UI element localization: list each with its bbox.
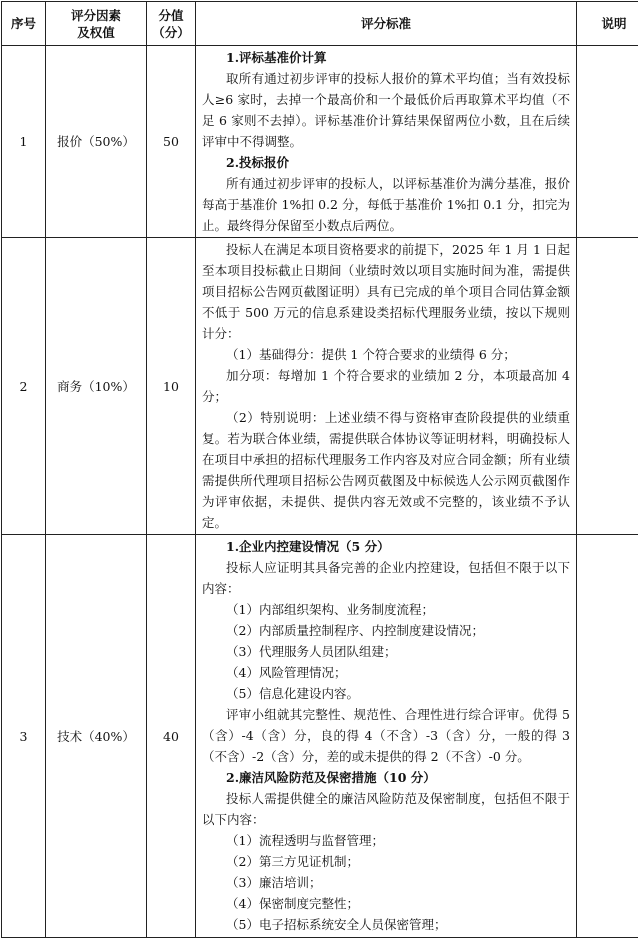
standard-paragraph: （4）保密制度完整性； (202, 893, 570, 914)
row-factor: 技术（40%） (46, 535, 147, 938)
standard-paragraph: 取所有通过初步评审的投标人报价的算术平均值；当有效投标人≥6 家时，去掉一个最高价和一个最低价后再取算术平均值（不足 6 家则不去掉）。评标基准价计算结果保留两位小数，且在后续评审中不得调整。 (202, 68, 570, 152)
standard-paragraph: 投标人在满足本项目资格要求的前提下，2025 年 1 月 1 日起至本项目投标截止日期间（业绩时效以项目实施时间为准，需提供项目招标公告网页截图证明）具有已完成的单个项目合同估算金额不低于 500 万元的信息系建设类招标代理服务业绩，按以下规则计分： (202, 239, 570, 344)
table-row (2, 238, 638, 535)
row-standard (196, 238, 577, 535)
standard-paragraph: （3）廉洁培训； (202, 872, 570, 893)
standard-heading: 2.投标报价 (202, 152, 570, 173)
scoring-table (1, 1, 638, 938)
row-note (577, 46, 638, 238)
row-note (577, 535, 638, 938)
table-header-row (2, 2, 638, 46)
row-note (577, 238, 638, 535)
row-standard (196, 535, 577, 938)
row-no: 2 (2, 238, 46, 535)
standard-paragraph: 加分项：每增加 1 个符合要求的业绩加 2 分，本项最高加 4 分； (202, 365, 570, 407)
row-no: 3 (2, 535, 46, 938)
standard-paragraph: （3）代理服务人员团队组建； (202, 641, 570, 662)
standard-paragraph: （4）风险管理情况； (202, 662, 570, 683)
row-score: 50 (147, 46, 196, 238)
table-row (2, 535, 638, 938)
standard-paragraph: （2）特别说明：上述业绩不得与资格审查阶段提供的业绩重复。若为联合体业绩，需提供联合体协议等证明材料，明确投标人在项目中承担的招标代理服务工作内容及对应合同金额；所有业绩需提供所代理项目招标公告网页截图及中标候选人公示网页截图作为评审依据，未提供、提供内容无效或不完整的，该业绩不予认定。 (202, 407, 570, 533)
standard-paragraph: （5）电子招标系统安全人员保密管理； (202, 914, 570, 935)
row-score: 10 (147, 238, 196, 535)
standard-paragraph: （1）基础得分：提供 1 个符合要求的业绩得 6 分； (202, 344, 570, 365)
standard-paragraph: 投标人需提供健全的廉洁风险防范及保密制度，包括但不限于以下内容： (202, 788, 570, 830)
standard-paragraph: （1）流程透明与监督管理； (202, 830, 570, 851)
standard-paragraph: 投标人应证明其具备完善的企业内控建设，包括但不限于以下内容： (202, 557, 570, 599)
header-standard: 评分标准 (196, 2, 577, 46)
standard-heading: 2.廉洁风险防范及保密措施（10 分） (202, 767, 570, 788)
header-factor: 评分因素 及权值 (46, 2, 147, 46)
row-factor: 报价（50%） (46, 46, 147, 238)
table-row (2, 46, 638, 238)
header-note: 说明 (577, 2, 638, 46)
standard-paragraph: 所有通过初步评审的投标人，以评标基准价为满分基准，报价每高于基准价 1%扣 0.2 分，每低于基准价 1%扣 0.1 分，扣完为止。最终得分保留至小数点后两位。 (202, 173, 570, 236)
row-no: 1 (2, 46, 46, 238)
header-no: 序号 (2, 2, 46, 46)
row-factor: 商务（10%） (46, 238, 147, 535)
row-score: 40 (147, 535, 196, 938)
standard-heading: 1.评标基准价计算 (202, 47, 570, 68)
standard-heading: 1.企业内控建设情况（5 分） (202, 536, 570, 557)
standard-paragraph: （5）信息化建设内容。 (202, 683, 570, 704)
standard-paragraph: （1）内部组织架构、业务制度流程； (202, 599, 570, 620)
header-score: 分值 （分） (147, 2, 196, 46)
standard-paragraph: （2）第三方见证机制； (202, 851, 570, 872)
standard-paragraph: （2）内部质量控制程序、内控制度建设情况； (202, 620, 570, 641)
standard-paragraph: 评审小组就其完整性、规范性、合理性进行综合评审。优得 5（含）-4（含）分，良的得 4（不含）-3（含）分，一般的得 3（不含）-2（含）分，差的或未提供的得 2（不含）-0 分。 (202, 704, 570, 767)
row-standard (196, 46, 577, 238)
